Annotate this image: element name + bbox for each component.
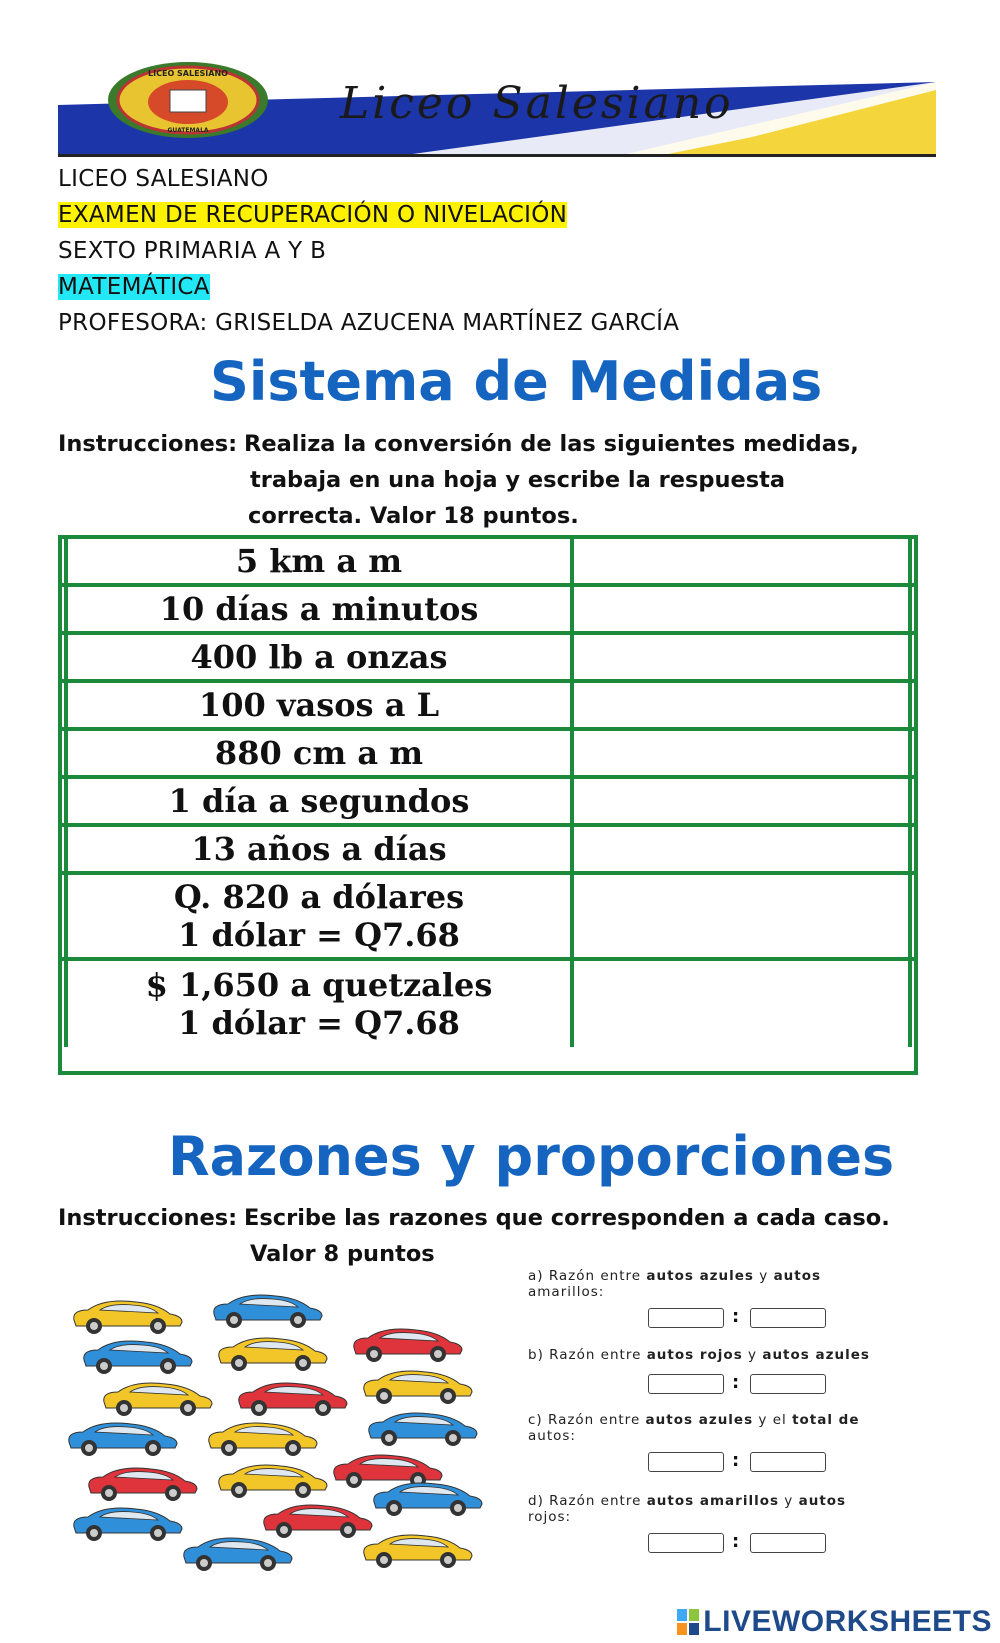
table-row: [62, 875, 914, 961]
ratio-colon: :: [732, 1306, 740, 1327]
car-icon: [74, 1508, 182, 1541]
car-icon: [374, 1483, 482, 1516]
section2-title: Razones y proporciones: [168, 1125, 895, 1188]
exam-type-text: EXAMEN DE RECUPERACIÓN O NIVELACIÓN: [58, 202, 568, 228]
question-text-bold2: total de: [792, 1412, 860, 1428]
logo-text: LICEO SALESIANO: [148, 69, 228, 78]
question-text-mid: y el: [753, 1412, 793, 1428]
table-row: [62, 635, 914, 683]
ratio-question: [528, 1268, 938, 1300]
conversion-question: [64, 731, 574, 775]
school-name: LICEO SALESIANO: [58, 166, 269, 192]
question-text-line2: rojos:: [528, 1509, 572, 1525]
car-icon: [219, 1338, 327, 1371]
table-row: [62, 587, 914, 635]
answer-field[interactable]: [574, 539, 912, 583]
question-text-mid: y: [753, 1268, 774, 1284]
question-text-line2: amarillos:: [528, 1284, 605, 1300]
school-logo: [104, 60, 272, 140]
question-line-1: 880 cm a m: [214, 734, 424, 772]
ratio-answer-right[interactable]: [750, 1533, 826, 1553]
ratio-question: [528, 1347, 938, 1363]
car-icon: [239, 1383, 347, 1416]
table-row: [62, 539, 914, 587]
question-line-1: $ 1,650 a quetzales: [145, 966, 493, 1004]
instructions-label: Instrucciones:: [58, 431, 238, 457]
instructions-label: Instrucciones:: [58, 1205, 238, 1231]
table-row: [62, 827, 914, 875]
conversion-question: [64, 683, 574, 727]
question-line-1: 400 lb a onzas: [190, 638, 448, 676]
answer-field[interactable]: [574, 683, 912, 727]
conversion-question: [64, 875, 574, 957]
question-text-bold2: autos: [773, 1268, 822, 1284]
question-line-2: 1 dólar = Q7.68: [178, 916, 460, 954]
answer-field[interactable]: [574, 731, 912, 775]
car-icon: [84, 1341, 192, 1374]
question-line-1: 1 día a segundos: [168, 782, 470, 820]
instr-line-2: Valor 8 puntos: [250, 1241, 435, 1267]
section1-instructions: [58, 426, 938, 534]
liveworksheets-icon: [677, 1609, 699, 1635]
exam-type: [58, 200, 567, 230]
car-icon: [364, 1371, 472, 1404]
car-icon: [104, 1383, 212, 1416]
question-text-bold2: autos: [798, 1493, 847, 1509]
question-line-2: 1 dólar = Q7.68: [178, 1004, 460, 1042]
question-text-prefix: a) Razón entre: [528, 1268, 647, 1284]
question-text-bold1: autos amarillos: [646, 1493, 780, 1509]
conversion-table: [58, 535, 918, 1075]
ratio-question: [528, 1412, 938, 1444]
conversion-question: [64, 779, 574, 823]
conversion-question: [64, 635, 574, 679]
question-text-bold2: autos azules: [762, 1347, 870, 1363]
instr-line-2: trabaja en una hoja y escribe la respuesta: [250, 467, 786, 493]
liveworksheets-text: LIVEWORKSHEETS: [703, 1605, 992, 1638]
car-icon: [364, 1535, 472, 1568]
car-icon: [354, 1329, 462, 1362]
ratio-answer-right[interactable]: [750, 1308, 826, 1328]
subject: [58, 272, 210, 302]
car-icon: [209, 1423, 317, 1456]
car-icon: [69, 1423, 177, 1456]
question-text-prefix: d) Razón entre: [528, 1493, 647, 1509]
section1-title: Sistema de Medidas: [210, 350, 823, 413]
question-line-1: Q. 820 a dólares: [173, 878, 465, 916]
question-text-mid: y: [779, 1493, 799, 1509]
question-text-mid: y: [742, 1347, 763, 1363]
grade: SEXTO PRIMARIA A Y B: [58, 238, 327, 264]
answer-field[interactable]: [574, 875, 912, 957]
ratio-answer-left[interactable]: [648, 1374, 724, 1394]
conversion-question: [64, 587, 574, 631]
car-icon: [214, 1295, 322, 1328]
question-text-bold1: autos rojos: [646, 1347, 743, 1363]
table-row: [62, 683, 914, 731]
question-line-1: 13 años a días: [191, 830, 447, 868]
teacher: PROFESORA: GRISELDA AZUCENA MARTÍNEZ GARCÍA: [58, 310, 680, 336]
ratio-answer-left[interactable]: [648, 1308, 724, 1328]
question-text-bold1: autos azules: [646, 1268, 754, 1284]
instr-line-3: correcta. Valor 18 puntos.: [248, 503, 579, 529]
question-line-1: 10 días a minutos: [159, 590, 479, 628]
question-line-1: 100 vasos a L: [198, 686, 440, 724]
question-text-bold1: autos azules: [645, 1412, 754, 1428]
answer-field[interactable]: [574, 827, 912, 871]
table-row: [62, 731, 914, 779]
conversion-question: [64, 827, 574, 871]
answer-field[interactable]: [574, 961, 912, 1047]
ratio-colon: :: [732, 1372, 740, 1393]
banner-title: Liceo Salesiano: [340, 78, 734, 129]
instr-line-1: Escribe las razones que corresponden a cada caso.: [244, 1205, 890, 1231]
cars-illustration: [60, 1280, 510, 1580]
question-text-line2: autos:: [528, 1428, 576, 1444]
section2-instructions: [58, 1200, 938, 1272]
ratio-answer-right[interactable]: [750, 1374, 826, 1394]
answer-field[interactable]: [574, 779, 912, 823]
car-icon: [89, 1468, 197, 1501]
car-icon: [264, 1505, 372, 1538]
ratio-answer-right[interactable]: [750, 1452, 826, 1472]
conversion-question: [64, 539, 574, 583]
question-line-1: 5 km a m: [235, 542, 403, 580]
table-row: [62, 779, 914, 827]
ratio-colon: :: [732, 1450, 740, 1471]
car-icon: [184, 1538, 292, 1571]
table-row: [62, 961, 914, 1047]
ratio-colon: :: [732, 1531, 740, 1552]
ratio-answer-left[interactable]: [648, 1533, 724, 1553]
answer-field[interactable]: [574, 587, 912, 631]
logo-subtext: GUATEMALA: [167, 127, 209, 134]
car-icon: [74, 1301, 182, 1334]
question-text-prefix: b) Razón entre: [528, 1347, 647, 1363]
instr-line-1: Realiza la conversión de las siguientes medidas,: [244, 431, 859, 457]
subject-text: MATEMÁTICA: [58, 274, 210, 300]
car-icon: [219, 1465, 327, 1498]
liveworksheets-logo: [677, 1605, 992, 1639]
question-text-prefix: c) Razón entre: [528, 1412, 646, 1428]
conversion-question: [64, 961, 574, 1047]
answer-field[interactable]: [574, 635, 912, 679]
ratio-question: [528, 1493, 938, 1525]
ratio-answer-left[interactable]: [648, 1452, 724, 1472]
car-icon: [369, 1413, 477, 1446]
